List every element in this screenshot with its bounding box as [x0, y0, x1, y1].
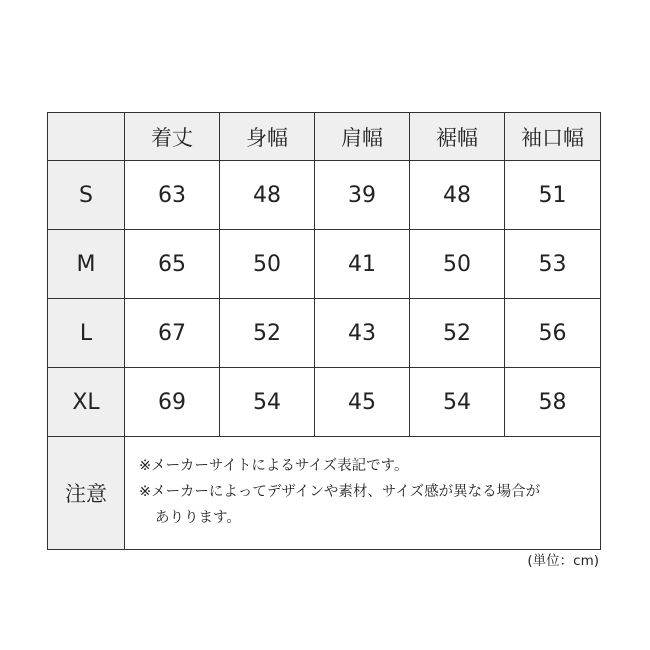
- table-cell: 51: [505, 161, 601, 230]
- header-row: [48, 113, 601, 161]
- note-line: ※メーカーサイトによるサイズ表記です。: [139, 458, 409, 474]
- note-cell: [125, 437, 601, 550]
- table-cell: 48: [220, 161, 315, 230]
- note-line: ※メーカーによってデザインや素材、サイズ感が異なる場合が: [139, 484, 541, 500]
- col-head-length: 着丈: [125, 113, 220, 161]
- col-head-shoulder: 肩幅: [315, 113, 410, 161]
- table-cell: 63: [125, 161, 220, 230]
- table-row: [48, 299, 601, 368]
- row-head-size: XL: [48, 368, 125, 437]
- table-cell: 52: [220, 299, 315, 368]
- table-cell: 45: [315, 368, 410, 437]
- table-cell: 50: [410, 230, 505, 299]
- table-cell: 39: [315, 161, 410, 230]
- note-label: 注意: [48, 437, 125, 550]
- col-head-width: 身幅: [220, 113, 315, 161]
- table-cell: 65: [125, 230, 220, 299]
- row-head-size: M: [48, 230, 125, 299]
- row-head-size: S: [48, 161, 125, 230]
- table-cell: 48: [410, 161, 505, 230]
- col-head-hem: 裾幅: [410, 113, 505, 161]
- table-cell: 54: [410, 368, 505, 437]
- table-row: [48, 230, 601, 299]
- table-cell: 69: [125, 368, 220, 437]
- note-line: ありります。: [155, 510, 241, 526]
- table-cell: 50: [220, 230, 315, 299]
- table-cell: 67: [125, 299, 220, 368]
- table-cell: 52: [410, 299, 505, 368]
- table-cell: 58: [505, 368, 601, 437]
- table-cell: 41: [315, 230, 410, 299]
- col-head-cuff: 袖口幅: [505, 113, 601, 161]
- table-cell: 56: [505, 299, 601, 368]
- unit-label: (単位：cm): [527, 553, 599, 569]
- size-table: [47, 112, 601, 550]
- table-row: [48, 368, 601, 437]
- table-cell: 54: [220, 368, 315, 437]
- corner-cell: [48, 113, 125, 161]
- table-cell: 43: [315, 299, 410, 368]
- table-cell: 53: [505, 230, 601, 299]
- row-head-size: L: [48, 299, 125, 368]
- note-row: [48, 437, 601, 550]
- table-row: [48, 161, 601, 230]
